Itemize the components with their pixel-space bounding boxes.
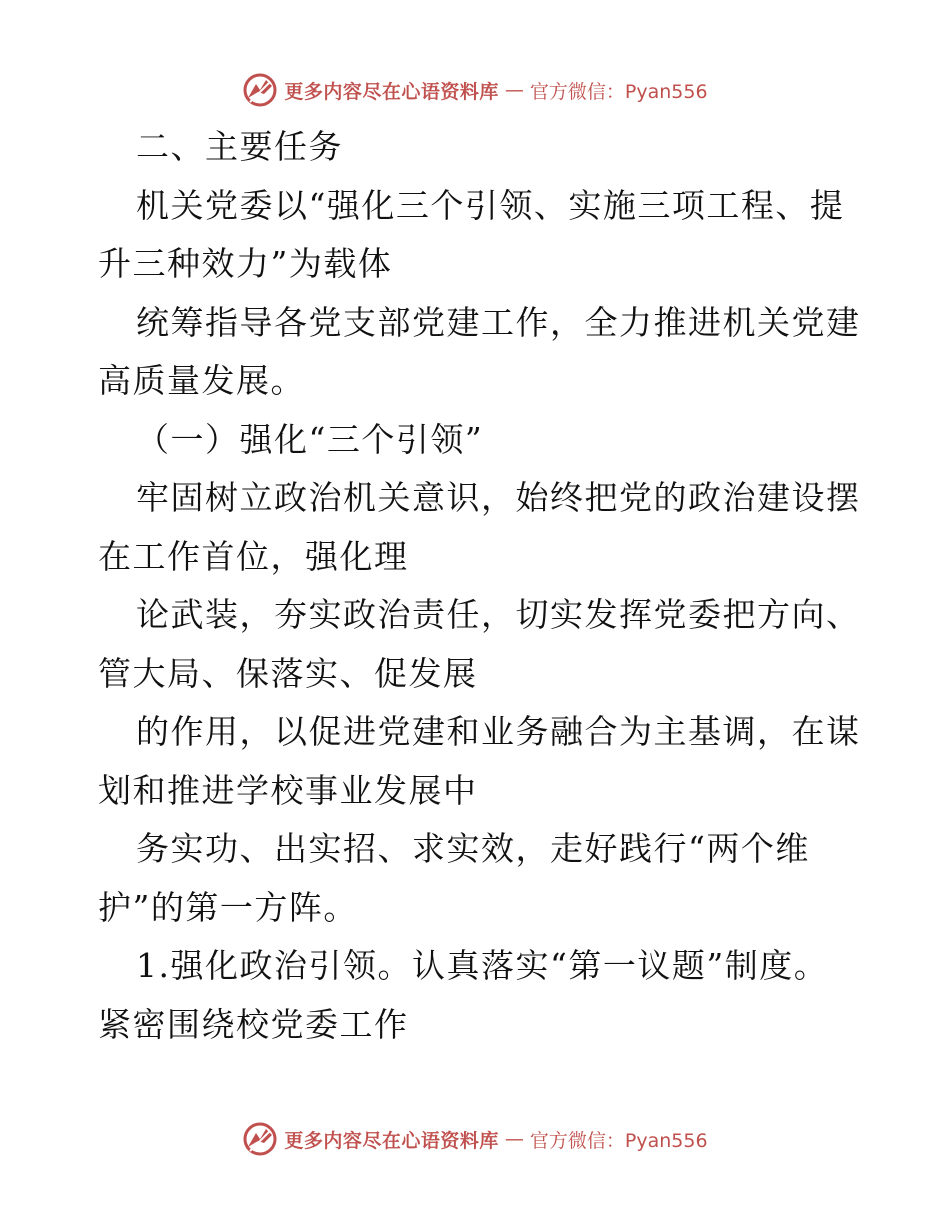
paragraph-line: 机关党委以“强化三个引领、实施三项工程、提 [136, 185, 845, 225]
paragraph-line: 紧密围绕校党委工作 [98, 1004, 409, 1044]
footer-watermark-banner [0, 1119, 950, 1159]
subsection-heading: （一）强化“三个引领” [136, 419, 484, 459]
pen-logo-icon [242, 1121, 278, 1157]
paragraph-line: 统筹指导各党支部党建工作，全力推进机关党建 [136, 302, 861, 342]
numbered-item: 1.强化政治引领。认真落实“第一议题”制度。 [136, 946, 829, 985]
section-heading: 二、主要任务 [136, 127, 343, 166]
banner-brand-text: 更多内容尽在心语资料库 [284, 80, 499, 103]
paragraph-line: 牢固树立政治机关意识，始终把党的政治建设摆 [136, 478, 861, 517]
header-watermark-banner [0, 70, 950, 110]
paragraph-line: 务实功、出实招、求实效，走好践行“两个维 [136, 829, 810, 868]
paragraph-line: 论武装，夯实政治责任，切实发挥党委把方向、 [136, 595, 861, 634]
banner-brand-text: 更多内容尽在心语资料库 [284, 1129, 499, 1152]
paragraph-line: 高质量发展。 [98, 361, 305, 400]
paragraph-line: 划和推进学校事业发展中 [98, 770, 478, 810]
banner-wechat-text: 官方微信：Pyan556 [529, 1129, 708, 1152]
paragraph-line: 在工作首位，强化理 [98, 536, 409, 576]
banner-wechat-text: 官方微信：Pyan556 [529, 80, 708, 103]
paragraph-line: 护”的第一方阵。 [98, 887, 358, 927]
pen-logo-icon [242, 72, 278, 108]
paragraph-line: 升三种效力”为载体 [98, 244, 393, 283]
paragraph-line: 管大局、保落实、促发展 [98, 653, 478, 693]
document-body [98, 118, 861, 1054]
banner-dash: — [504, 1128, 524, 1150]
banner-dash: — [504, 79, 524, 101]
paragraph-line: 的作用，以促进党建和业务融合为主基调，在谋 [136, 712, 861, 751]
